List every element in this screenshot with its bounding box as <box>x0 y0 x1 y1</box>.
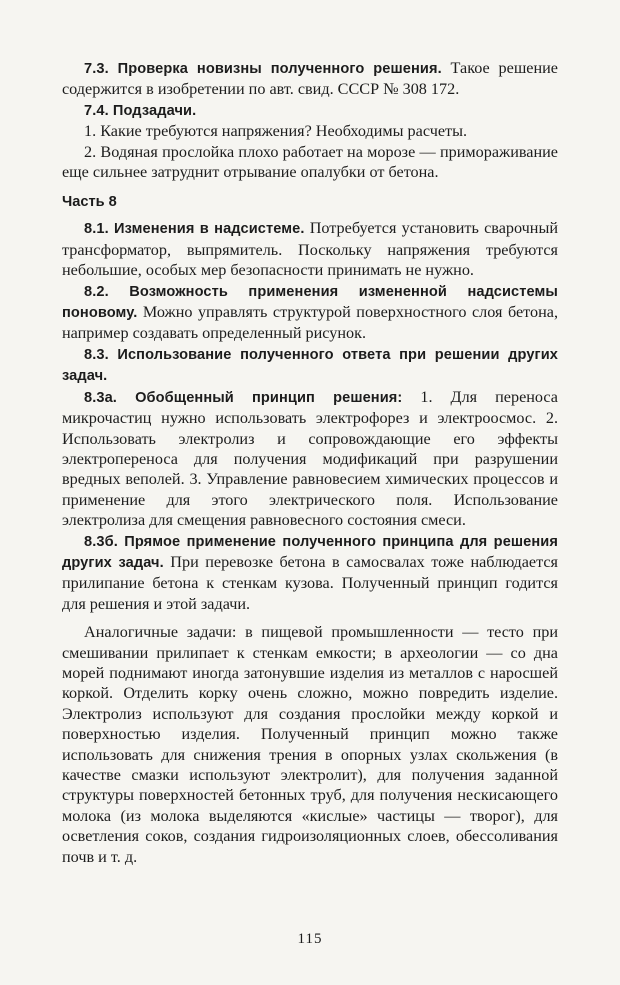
section-heading: 8.1. Изменения в надсистеме. <box>84 221 305 238</box>
section-text: Можно управлять структурой поверхностного слоя бетона, например создавать определенный рисунок. <box>62 303 558 343</box>
section-text: Потребуется установить сварочный трансформатор, выпрямитель. Поскольку напряжения требуются небольшие, особых мер безопасности принимать не нужно. <box>62 219 558 280</box>
analogous-tasks <box>62 622 558 867</box>
section-heading: 8.3. Использование полученного ответа при решении других задач. <box>62 346 558 385</box>
paragraph-gap <box>62 614 558 622</box>
page-number: 115 <box>297 931 323 947</box>
subtask-1 <box>62 121 558 141</box>
section-8-3a <box>62 387 558 531</box>
section-text: 2. Водяная прослойка плохо работает на морозе — примораживание еще сильнее затруднит отрывание опалубки от бетона. <box>62 142 558 182</box>
section-text: 1. Для переноса микрочастиц нужно использовать электрофорез и электроосмос. 2. Использовать электролиз и сопровождающие его эффекты электропереноса для получения модификаций при разрушении вредных веполей. 3. Управление равновесием химических процессов и применение для этого электрического поля. Использование электролиза для смещения равновесного состояния смеси. <box>62 387 558 530</box>
section-8-3b <box>62 531 558 615</box>
section-heading: 7.3. Проверка новизны полученного решения. <box>84 61 442 77</box>
section-8-2 <box>62 281 558 344</box>
section-text: При перевозке бетона в самосвалах тоже наблюдается прилипание бетона к стенкам кузова. Полученный принцип годится для решения и этой задачи. <box>62 552 558 613</box>
part-8-heading: Часть 8 <box>62 194 117 211</box>
subtask-2 <box>62 142 558 183</box>
section-7-3 <box>62 58 558 100</box>
section-7-4 <box>62 100 558 121</box>
section-text: Такое решение содержится в изобретении по авт. свид. СССР № 308 172. <box>62 59 558 99</box>
section-heading: 8.3а. Обобщенный принцип решения: <box>84 389 403 406</box>
section-heading: 8.2. Возможность применения измененной надсистемы поновому. <box>62 283 558 322</box>
section-heading: 7.4. Подзадачи. <box>84 102 197 119</box>
section-text: Аналогичные задачи: в пищевой промышленности — тесто при смешивании прилипает к стенкам емкости; в археологии — со дна морей поднимают иногда затонувшие изделия из металлов с наросшей коркой. Отделить корку очень сложно, можно повредить изделие. Электролиз используют для создания прослойки между коркой и поверхностью изделия. Полученный принцип можно также использовать для снижения трения в опорных узлах скольжения (в качестве смазки используют электролит), для получения заданной структуры поверхностей бетонных труб, для получения нескисающего молока (из молока выделяются «кислые» частицы — творог), для осветления соков, создания гидроизоляционных слоев, обессоливания почв и т. д. <box>62 623 558 866</box>
section-8-3 <box>62 344 558 387</box>
section-heading: 8.3б. Прямое применение полученного принципа для решения других задач. <box>62 533 558 571</box>
section-8-1 <box>62 218 558 280</box>
section-text: 1. Какие требуются напряжения? Необходимы расчеты. <box>84 122 468 141</box>
